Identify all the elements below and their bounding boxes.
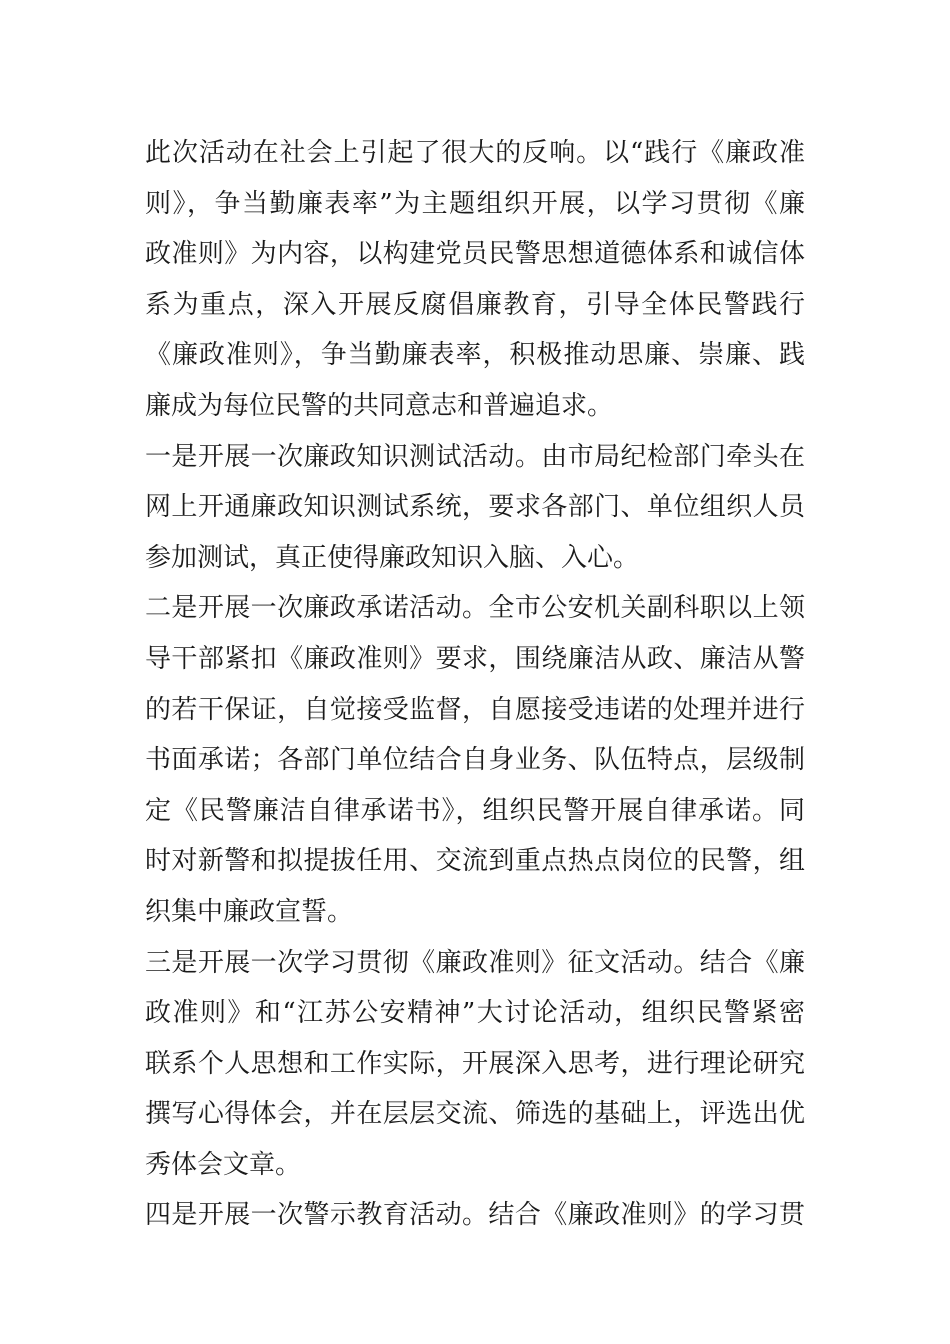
paragraph-integrity-pledge (145, 583, 805, 937)
text-line: 参加测试，真正使得廉政知识入脑、入心。 (145, 542, 640, 573)
text-line: 则》，争当勤廉表率”为主题组织开展，以学习贯彻《廉 (145, 188, 805, 219)
text-line: 政准则》为内容，以构建党员民警思想道德体系和诚信体 (145, 239, 805, 270)
text-line: 织集中廉政宣誓。 (145, 896, 354, 927)
text-line: 三是开展一次学习贯彻《廉政准则》征文活动。结合《廉 (145, 947, 805, 978)
text-line: 二是开展一次廉政承诺活动。全市公安机关副科职以上领 (145, 593, 805, 624)
text-line: 时对新警和拟提拔任用、交流到重点热点岗位的民警，组 (145, 846, 805, 877)
text-line: 政准则》和“江苏公安精神”大讨论活动，组织民警紧密 (145, 998, 805, 1029)
text-line: 联系个人思想和工作实际，开展深入思考，进行理论研究 (145, 1048, 805, 1079)
text-line: 此次活动在社会上引起了很大的反响。以“践行《廉政准 (145, 138, 805, 168)
text-line: 《廉政准则》，争当勤廉表率，积极推动思廉、崇廉、践 (145, 340, 805, 371)
text-line: 导干部紧扣《廉政准则》要求，围绕廉洁从政、廉洁从警 (145, 643, 805, 674)
text-line: 廉成为每位民警的共同意志和普遍追求。 (145, 390, 614, 421)
text-line: 网上开通廉政知识测试系统，要求各部门、单位组织人员 (145, 492, 805, 523)
text-line: 定《民警廉洁自律承诺书》，组织民警开展自律承诺。同 (145, 795, 805, 826)
document-body (145, 128, 805, 1241)
paragraph-warning-education (145, 1190, 805, 1241)
paragraph-knowledge-test (145, 432, 805, 584)
text-line: 系为重点，深入开展反腐倡廉教育，引导全体民警践行 (145, 289, 805, 320)
text-line: 书面承诺；各部门单位结合自身业务、队伍特点，层级制 (145, 745, 805, 776)
paragraph-essay-activity (145, 938, 805, 1191)
text-line: 的若干保证，自觉接受监督，自愿接受违诺的处理并进行 (145, 694, 805, 725)
paragraph-activity-impact (145, 128, 805, 432)
text-line: 秀体会文章。 (145, 1149, 302, 1180)
text-line: 一是开展一次廉政知识测试活动。由市局纪检部门牵头在 (145, 441, 805, 472)
text-line: 撰写心得体会，并在层层交流、筛选的基础上，评选出优 (145, 1099, 805, 1130)
text-line: 四是开展一次警示教育活动。结合《廉政准则》的学习贯 (145, 1200, 805, 1231)
